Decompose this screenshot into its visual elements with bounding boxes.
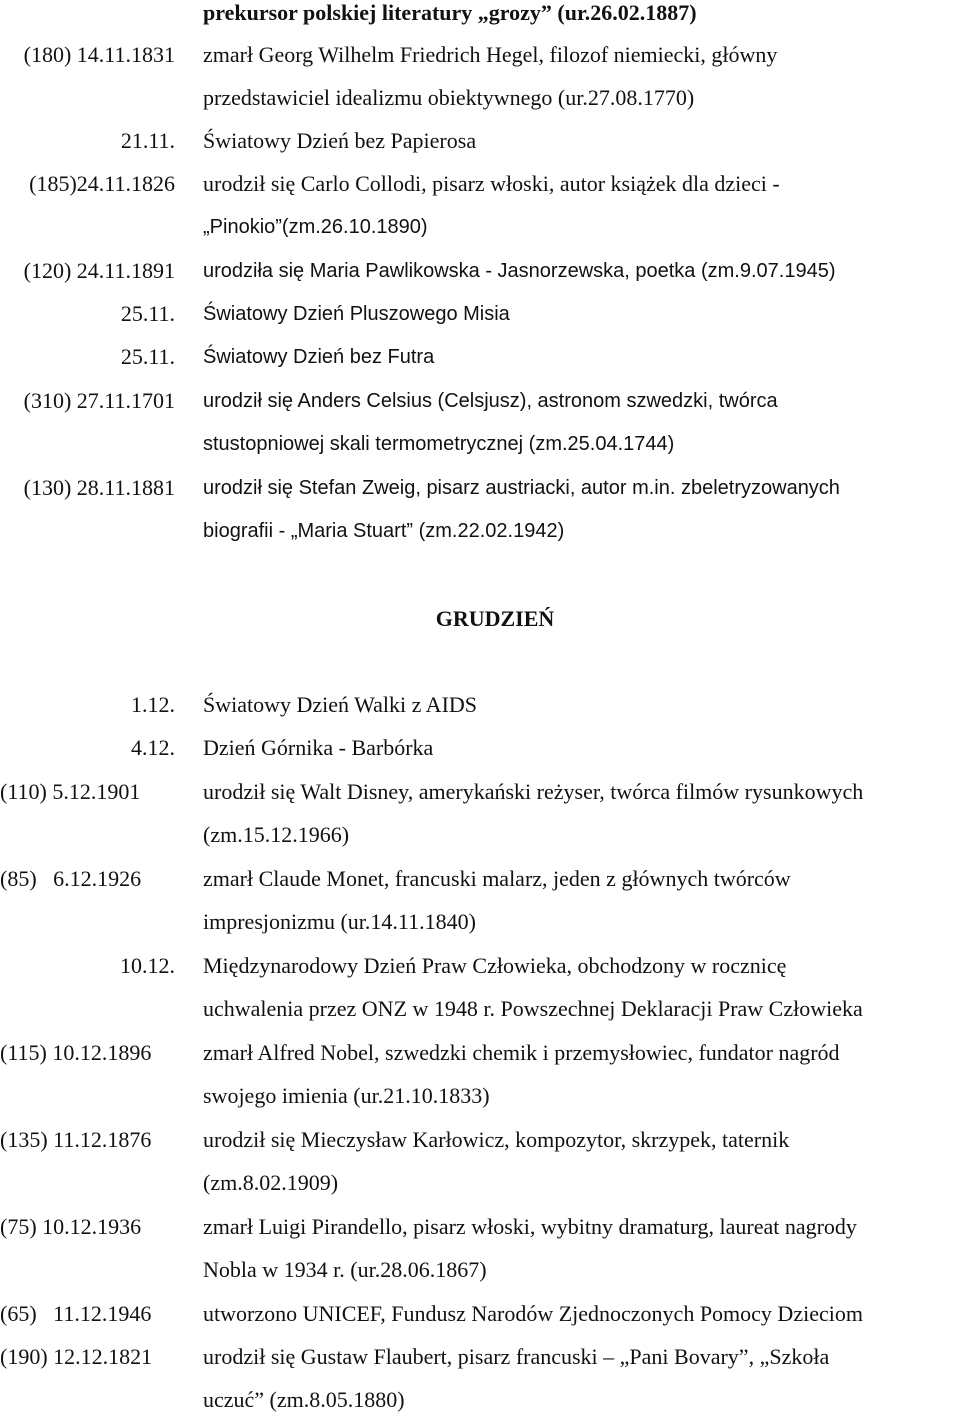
entry-continuation (0, 818, 960, 852)
entry-date: 1.12. (131, 692, 175, 717)
entry-text: Dzień Górnika - Barbórka (203, 735, 434, 760)
entry-text: zmarł Georg Wilhelm Friedrich Hegel, filozof niemiecki, główny (203, 42, 778, 67)
entry-row (0, 340, 960, 374)
entry-row (0, 167, 960, 201)
entry-row (0, 1210, 960, 1244)
entry-date: 10.12. (120, 953, 175, 978)
entry-row (0, 297, 960, 331)
entry-date: (190) 12.12.1821 (0, 1344, 153, 1369)
entry-row (0, 688, 960, 722)
entry-row (0, 1123, 960, 1157)
entry-continuation (0, 1253, 960, 1287)
entry-text: „Pinokio”(zm.26.10.1890) (203, 216, 428, 238)
entry-date: (310) 27.11.1701 (23, 388, 175, 413)
entry-row (0, 949, 960, 983)
entry-date: (185)24.11.1826 (29, 171, 175, 196)
entry-continuation (0, 905, 960, 939)
section-heading: GRUDZIEŃ (435, 606, 555, 631)
entry-row (0, 1340, 960, 1374)
entry-row (0, 124, 960, 158)
entry-text: Światowy Dzień Pluszowego Misia (203, 303, 510, 325)
entry-continuation (0, 1166, 960, 1200)
entry-text: urodził się Stefan Zweig, pisarz austriacki, autor m.in. zbeletryzowanych (203, 477, 840, 499)
entry-row (0, 254, 960, 288)
entry-row (0, 731, 960, 765)
entry-continuation (0, 1383, 960, 1417)
entry-continuation (0, 0, 960, 30)
entry-row (0, 38, 960, 72)
entry-row (0, 775, 960, 809)
entry-text: stustopniowej skali termometrycznej (zm.25.04.1744) (203, 433, 675, 455)
entry-text: Światowy Dzień bez Futra (203, 346, 435, 368)
entry-text: uczuć” (zm.8.05.1880) (203, 1387, 405, 1412)
entry-row (0, 1297, 960, 1331)
entry-row (0, 862, 960, 896)
entry-continuation (0, 210, 960, 244)
entry-date: 21.11. (120, 128, 175, 153)
entry-text: (zm.8.02.1909) (203, 1170, 339, 1195)
entry-text: zmarł Luigi Pirandello, pisarz włoski, wybitny dramaturg, laureat nagrody (203, 1214, 857, 1239)
entry-continuation (0, 81, 960, 115)
entry-row (0, 1036, 960, 1070)
entry-text: impresjonizmu (ur.14.11.1840) (203, 909, 476, 934)
entry-date: (75) 10.12.1936 (0, 1214, 142, 1239)
entry-date: (135) 11.12.1876 (0, 1127, 152, 1152)
entry-text: przedstawiciel idealizmu obiektywnego (ur.27.08.1770) (203, 85, 695, 110)
entry-date: (85) 6.12.1926 (0, 866, 142, 891)
entry-date: (110) 5.12.1901 (0, 779, 141, 804)
entry-text: Światowy Dzień bez Papierosa (203, 128, 477, 153)
entry-text: urodził się Walt Disney, amerykański reżyser, twórca filmów rysunkowych (203, 779, 864, 804)
entry-date: (120) 24.11.1891 (23, 258, 175, 283)
entry-text: swojego imienia (ur.21.10.1833) (203, 1083, 490, 1108)
entry-date: 25.11. (120, 344, 175, 369)
entry-text: zmarł Alfred Nobel, szwedzki chemik i przemysłowiec, fundator nagród (203, 1040, 840, 1065)
entry-text: urodził się Anders Celsius (Celsjusz), astronom szwedzki, twórca (203, 390, 778, 412)
entry-text: Międzynarodowy Dzień Praw Człowieka, obchodzony w rocznicę (203, 953, 787, 978)
entry-text: biografii - „Maria Stuart” (zm.22.02.1942) (203, 520, 565, 542)
entry-text: urodził się Carlo Collodi, pisarz włoski, autor książek dla dzieci - (203, 171, 780, 196)
entry-continuation (0, 992, 960, 1026)
entry-text: Światowy Dzień Walki z AIDS (203, 692, 478, 717)
entry-continuation (0, 514, 960, 548)
entry-date: (115) 10.12.1896 (0, 1040, 152, 1065)
entry-text: urodził się Mieczysław Karłowicz, kompozytor, skrzypek, taternik (203, 1127, 790, 1152)
entry-row (0, 471, 960, 505)
entry-date: 4.12. (131, 735, 175, 760)
entry-date: (65) 11.12.1946 (0, 1301, 152, 1326)
entry-text: (zm.15.12.1966) (203, 822, 350, 847)
entry-date: 25.11. (120, 301, 175, 326)
entry-row (0, 384, 960, 418)
entry-text: urodził się Gustaw Flaubert, pisarz francuski – „Pani Bovary”, „Szkoła (203, 1344, 830, 1369)
entry-text: utworzono UNICEF, Fundusz Narodów Zjednoczonych Pomocy Dzieciom (203, 1301, 863, 1326)
entry-text: Nobla w 1934 r. (ur.28.06.1867) (203, 1257, 487, 1282)
entry-text: urodziła się Maria Pawlikowska - Jasnorzewska, poetka (zm.9.07.1945) (203, 260, 836, 282)
entry-continuation (0, 1079, 960, 1113)
entry-date: (180) 14.11.1831 (23, 42, 175, 67)
entry-text: uchwalenia przez ONZ w 1948 r. Powszechnej Deklaracji Praw Człowieka (203, 996, 863, 1021)
entry-continuation (0, 427, 960, 461)
entry-date: (130) 28.11.1881 (23, 475, 175, 500)
entry-text: prekursor polskiej literatury „grozy” (ur.26.02.1887) (203, 0, 697, 25)
entry-text: zmarł Claude Monet, francuski malarz, jeden z głównych twórców (203, 866, 791, 891)
